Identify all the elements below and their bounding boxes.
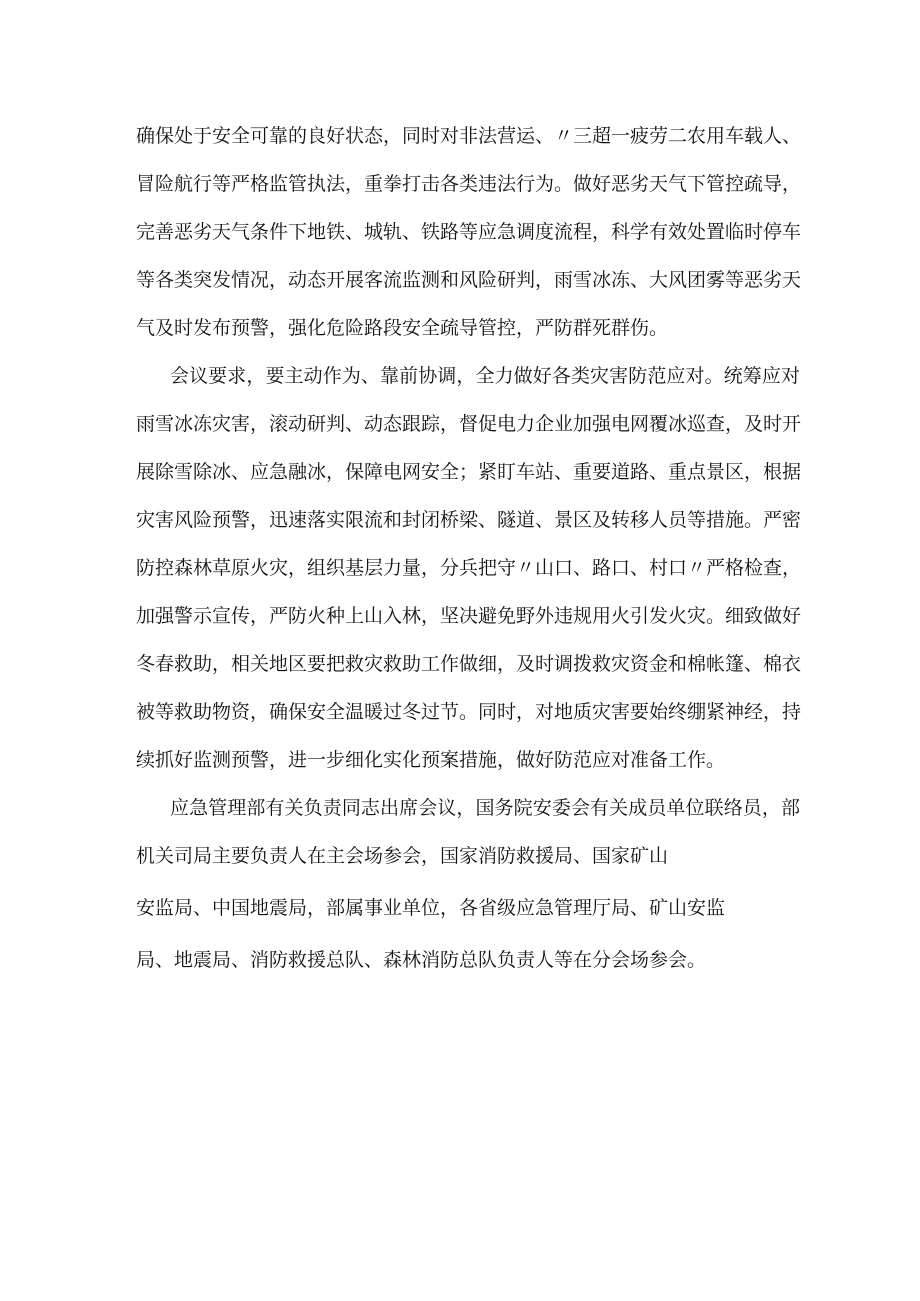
paragraph-line: 会议要求，要主动作为、靠前协调，全力做好各类灾害防范应对。统筹应对 xyxy=(170,365,800,387)
paragraph-line: 局、地震局、消防救援总队、森林消防总队负责人等在分会场参会。 xyxy=(136,949,707,971)
paragraph-line: 被等救助物资，确保安全温暖过冬过节。同时，对地质灾害要始终绷紧神经，持 xyxy=(136,701,802,723)
paragraph-line: 冒险航行等严格监管执法，重拳打击各类违法行为。做好恶劣天气下管控疏导， xyxy=(136,173,802,195)
paragraph-line: 气及时发布预警，强化危险路段安全疏导管控，严防群死群伤。 xyxy=(136,317,669,339)
paragraph-line: 应急管理部有关负责同志出席会议，国务院安委会有关成员单位联络员，部 xyxy=(170,797,800,819)
document-body xyxy=(136,112,800,984)
paragraph-line: 完善恶劣天气条件下地铁、城轨、铁路等应急调度流程，科学有效处置临时停车 xyxy=(136,221,802,243)
paragraph-3 xyxy=(136,784,800,984)
paragraph-line: 加强警示宣传，严防火种上山入林，坚决避免野外违规用火引发火灾。细致做好 xyxy=(136,605,802,627)
paragraph-line: 冬春救助，相关地区要把救灾救助工作做细，及时调拨救灾资金和棉帐篷、棉衣 xyxy=(136,653,802,675)
paragraph-line: 灾害风险预警，迅速落实限流和封闭桥梁、隧道、景区及转移人员等措施。严密 xyxy=(136,509,802,531)
paragraph-line: 展除雪除冰、应急融冰，保障电网安全；紧盯车站、重要道路、重点景区，根据 xyxy=(136,461,802,483)
paragraph-line: 雨雪冰冻灾害，滚动研判、动态跟踪，督促电力企业加强电网覆冰巡查，及时开 xyxy=(136,413,802,435)
paragraph-line: 等各类突发情况，动态开展客流监测和风险研判，雨雪冰冻、大风团雾等恶劣天 xyxy=(136,269,802,291)
paragraph-line: 确保处于安全可靠的良好状态，同时对非法营运、〃三超一疲劳二农用车载人、 xyxy=(136,125,802,147)
paragraph-line: 安监局、中国地震局，部属事业单位，各省级应急管理厅局、矿山安监 xyxy=(136,897,726,919)
paragraph-line: 机关司局主要负责人在主会场参会，国家消防救援局、国家矿山 xyxy=(136,845,669,867)
paragraph-line: 防控森林草原火灾，组织基层力量，分兵把守〃山口、路口、村口〃严格检查， xyxy=(136,557,802,579)
paragraph-2 xyxy=(136,352,800,784)
paragraph-line: 续抓好监测预警，进一步细化实化预案措施，做好防范应对准备工作。 xyxy=(136,749,726,771)
paragraph-1 xyxy=(136,112,800,352)
